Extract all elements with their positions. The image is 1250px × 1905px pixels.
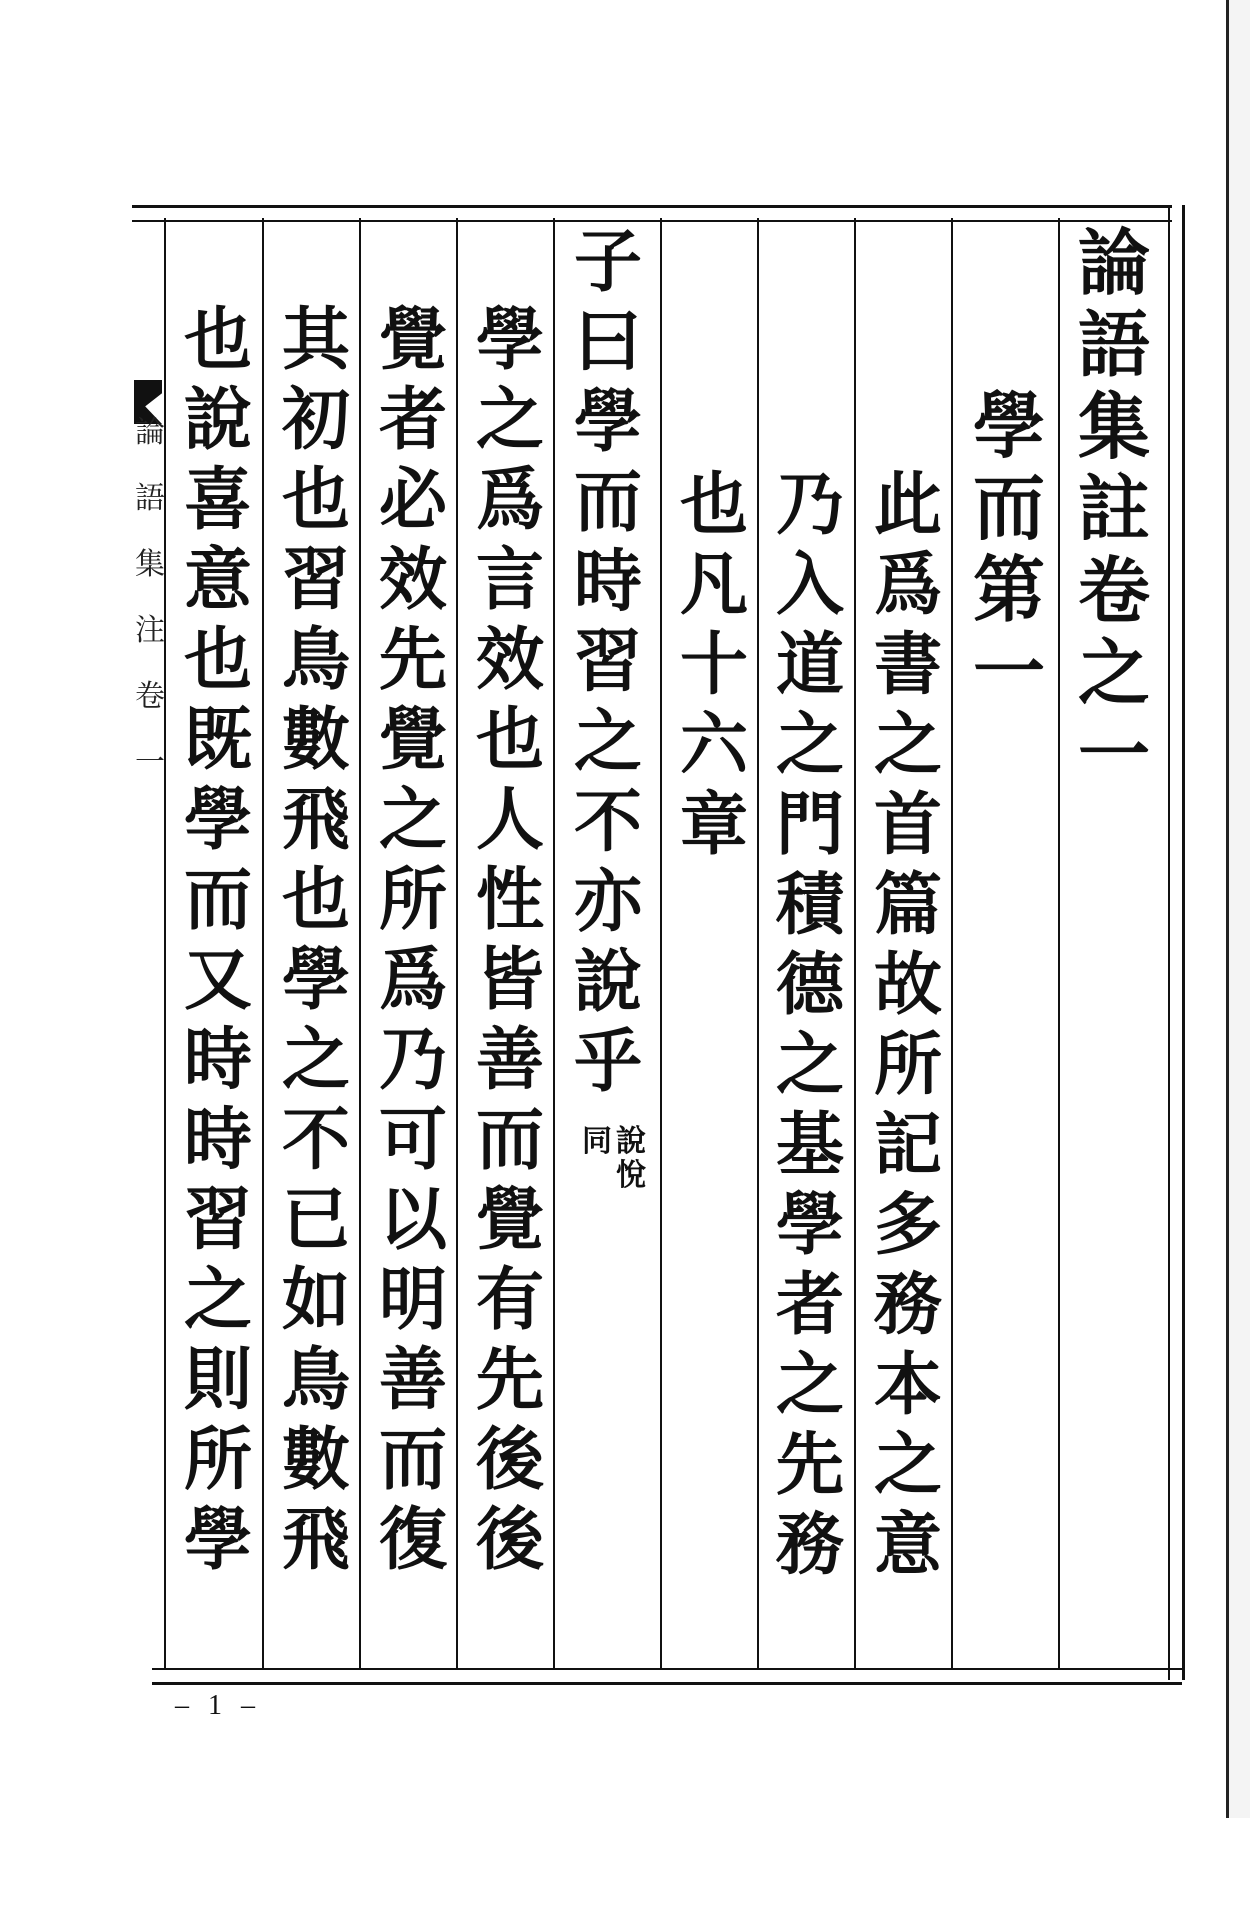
glyph: 而 <box>573 462 642 542</box>
glyph: 鳥 <box>281 620 350 700</box>
glyph: 論 <box>1077 220 1150 305</box>
glyph: 故 <box>873 945 942 1025</box>
glyph: 書 <box>873 625 942 705</box>
glyph: 而 <box>972 465 1045 550</box>
glyph: 而 <box>475 1100 544 1180</box>
glyph: 十 <box>679 625 748 705</box>
glyph: 後 <box>475 1420 544 1500</box>
glyph: 學 <box>475 300 544 380</box>
glyph: 學 <box>183 1500 252 1580</box>
glyph: 務 <box>775 1505 844 1585</box>
glyph: 人 <box>475 780 544 860</box>
glyph: 凡 <box>679 545 748 625</box>
glyph: 所 <box>873 1025 942 1105</box>
page-number: – 1 – <box>175 1690 261 1721</box>
glyph: 不 <box>281 1100 350 1180</box>
glyph: 性 <box>475 860 544 940</box>
glyph: 之 <box>775 1345 844 1425</box>
glyph: 本 <box>873 1345 942 1425</box>
margin-glyph: 集 <box>135 547 165 582</box>
frame-right-border <box>1168 205 1185 1680</box>
glyph: 一 <box>972 629 1045 714</box>
glyph: 篇 <box>873 865 942 945</box>
glyph: 第 <box>972 547 1045 632</box>
glyph: 也 <box>281 460 350 540</box>
glyph: 說 <box>573 942 642 1022</box>
glyph: 善 <box>378 1340 447 1420</box>
glyph: 所 <box>183 1420 252 1500</box>
glyph: 意 <box>873 1505 942 1585</box>
glyph: 又 <box>183 940 252 1020</box>
glyph: 習 <box>573 622 642 702</box>
interlinear-note <box>582 1124 646 1193</box>
glyph: 覺 <box>378 300 447 380</box>
intro-column <box>864 465 952 1905</box>
glyph: 後 <box>475 1500 544 1580</box>
note-glyph: 同 <box>582 1124 612 1159</box>
glyph: 務 <box>873 1265 942 1345</box>
glyph: 學 <box>281 940 350 1020</box>
glyph: 記 <box>873 1105 942 1185</box>
glyph: 所 <box>378 860 447 940</box>
glyph: 首 <box>873 785 942 865</box>
glyph: 時 <box>183 1020 252 1100</box>
glyph: 道 <box>775 625 844 705</box>
glyph: 之 <box>183 1260 252 1340</box>
margin-glyph: 論 <box>135 415 165 450</box>
glyph: 必 <box>378 460 447 540</box>
note-left <box>583 1125 611 1193</box>
commentary-column <box>272 300 360 1740</box>
glyph: 已 <box>281 1180 350 1260</box>
glyph: 也 <box>183 300 252 380</box>
column-rule <box>660 218 662 1668</box>
column-rule <box>854 218 856 1668</box>
margin-glyph: 注 <box>135 613 165 648</box>
column-rule <box>262 218 264 1668</box>
glyph: 入 <box>775 545 844 625</box>
note-right <box>617 1125 645 1193</box>
glyph: 飛 <box>281 780 350 860</box>
glyph: 有 <box>475 1260 544 1340</box>
glyph: 而 <box>183 860 252 940</box>
glyph: 語 <box>1077 302 1150 387</box>
glyph: 六 <box>679 705 748 785</box>
glyph: 之 <box>1077 630 1150 715</box>
glyph: 也 <box>475 700 544 780</box>
glyph: 其 <box>281 300 350 380</box>
glyph: 基 <box>775 1105 844 1185</box>
glyph: 之 <box>281 1020 350 1100</box>
frame-top-border <box>132 205 1172 222</box>
glyph: 如 <box>281 1260 350 1340</box>
glyph: 之 <box>378 780 447 860</box>
glyph: 說 <box>183 380 252 460</box>
glyph: 集 <box>1077 384 1150 469</box>
glyph: 爲 <box>378 940 447 1020</box>
glyph: 德 <box>775 945 844 1025</box>
glyph: 效 <box>378 540 447 620</box>
glyph: 則 <box>183 1340 252 1420</box>
glyph: 喜 <box>183 460 252 540</box>
glyph: 初 <box>281 380 350 460</box>
glyph: 一 <box>1077 712 1150 797</box>
glyph: 言 <box>475 540 544 620</box>
glyph: 者 <box>378 380 447 460</box>
glyph: 之 <box>775 705 844 785</box>
glyph: 鳥 <box>281 1340 350 1420</box>
glyph: 可 <box>378 1100 447 1180</box>
glyph: 先 <box>475 1340 544 1420</box>
margin-glyph: 卷 <box>135 679 165 714</box>
glyph: 門 <box>775 785 844 865</box>
margin-glyph: 一 <box>135 745 165 780</box>
scan-edge <box>1226 0 1250 1818</box>
glyph: 者 <box>775 1265 844 1345</box>
chapter-title-column <box>965 385 1053 1825</box>
glyph: 善 <box>475 1020 544 1100</box>
glyph: 時 <box>183 1100 252 1180</box>
glyph: 亦 <box>573 862 642 942</box>
margin-glyph: 語 <box>135 481 165 516</box>
glyph: 曰 <box>573 302 642 382</box>
glyph: 註 <box>1077 466 1150 551</box>
intro-column <box>670 465 758 1905</box>
glyph: 皆 <box>475 940 544 1020</box>
glyph: 復 <box>378 1500 447 1580</box>
glyph: 數 <box>281 1420 350 1500</box>
glyph: 既 <box>183 700 252 780</box>
intro-column <box>766 465 854 1905</box>
glyph: 習 <box>281 540 350 620</box>
glyph: 乃 <box>775 465 844 545</box>
glyph: 習 <box>183 1180 252 1260</box>
glyph: 乃 <box>378 1020 447 1100</box>
glyph: 之 <box>873 705 942 785</box>
glyph: 也 <box>281 860 350 940</box>
glyph: 效 <box>475 620 544 700</box>
glyph: 先 <box>378 620 447 700</box>
margin-title <box>132 400 168 796</box>
glyph: 以 <box>378 1180 447 1260</box>
glyph: 之 <box>475 380 544 460</box>
glyph: 也 <box>679 465 748 545</box>
commentary-column <box>369 300 457 1740</box>
glyph: 之 <box>873 1425 942 1505</box>
glyph: 飛 <box>281 1500 350 1580</box>
commentary-column <box>174 300 262 1740</box>
glyph: 此 <box>873 465 942 545</box>
glyph: 學 <box>972 383 1045 468</box>
glyph: 卷 <box>1077 548 1150 633</box>
glyph: 之 <box>573 702 642 782</box>
glyph: 爲 <box>475 460 544 540</box>
glyph: 爲 <box>873 545 942 625</box>
glyph: 覺 <box>475 1180 544 1260</box>
glyph: 先 <box>775 1425 844 1505</box>
classic-text-column <box>564 222 652 1662</box>
glyph: 意 <box>183 540 252 620</box>
book-title-column <box>1070 222 1158 1662</box>
commentary-column <box>466 300 554 1740</box>
glyph: 不 <box>573 782 642 862</box>
note-glyph: 說 <box>616 1124 646 1159</box>
glyph: 多 <box>873 1185 942 1265</box>
note-glyph: 悅 <box>616 1158 646 1193</box>
glyph: 覺 <box>378 700 447 780</box>
glyph: 積 <box>775 865 844 945</box>
glyph: 子 <box>573 222 642 302</box>
glyph: 明 <box>378 1260 447 1340</box>
glyph: 學 <box>775 1185 844 1265</box>
glyph: 學 <box>573 382 642 462</box>
glyph: 之 <box>775 1025 844 1105</box>
glyph: 也 <box>183 620 252 700</box>
glyph: 數 <box>281 700 350 780</box>
glyph: 學 <box>183 780 252 860</box>
glyph: 乎 <box>573 1022 642 1102</box>
column-rule <box>1058 218 1060 1668</box>
glyph: 章 <box>679 785 748 865</box>
glyph: 時 <box>573 542 642 622</box>
glyph: 而 <box>378 1420 447 1500</box>
